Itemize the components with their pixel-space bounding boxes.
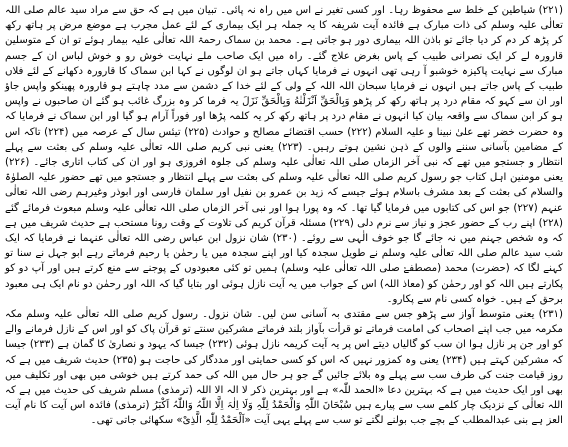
commentary-paragraph-1: (۲۲۱) شیاطین کے خلط سے محفوظ رہا۔ اور کسی تغیر نے اس میں راہ نہ پائی۔ تبیان میں ہے کہ حق سے مراد سید عالم صلی اللہ تعالٰی علیہ وسلم کی ذات مبارک ہے فائدہ آیت شریفہ کا یہ جملہ ہر ایک بیماری کے لئے عمل مجرب ہے موضع مرض پر ہاتھ رکھ کر پڑھ کر دم کر دیا جائے تو باذن اللہ بیماری دور ہو جاتی ہے۔ محمد بن سماک رحمۃ اللہ تعالٰی علیہ بیمار ہوئے تو ان کے متوسلین قارورہ لے کر ایک نصرانی طبیب کے پاس بغرض علاج گئے۔ راہ میں ایک صاحب ملے نہایت خوش رو و خوش لباس ان کے جسم مبارک سے نہایت پاکیزہ خوشبو آ رہی تھی انہوں نے فرمایا کہاں جاتے ہو ان لوگوں نے کہا ابن سماک کا قارورہ دکھانے کے لئے فلاں طبیب کے پاس جاتے ہیں انہوں نے فرمایا سبحان اللہ اللہ کے ولی کے لئے خدا کے دشمن سے مدد چاہتے ہو قارورہ پھینکو واپس جاؤ اور ان سے کہو کہ مقام درد پر ہاتھ رکھ کر پڑھو وَبِالْحَقِّ اَنْزَلْنٰهُ وَبِالْحَقِّ نَزَلَ یہ فرما کر وہ بزرگ غائب ہو گئے ان صاحبوں نے واپس ہو کر ابن سماک سے واقعہ بیان کیا انہوں نے مقام درد پر ہاتھ رکھ کر یہ کلمہ پڑھا اور فوراً آرام ہو گیا اور ابن سماک نے فرمایا کہ وہ حضرت خضر تھے علیٰ نبینا و علیہ السلام (۲۲۲) حسب اقتضائے مصالح و حوادث (۲۲۵) تیئس سال کے عرصہ میں (۲۲۴) تاکہ اس کے مضامین بآسانی سننے والوں کے ذہن نشین ہوتے رہیں۔ (۲۲۳) یعنی نبی کریم صلی اللہ تعالٰی علیہ وسلم کی بعثت سے پہلے انتظار و جستجو میں تھے کہ نبی آخر الزماں صلی اللہ تعالٰی علیہ وسلم کی جلوہ افروزی ہو اور ان کی کتاب اتاری جائے۔ (۲۲۶) یعنی مومنین اہل کتاب جو رسول کریم صلی اللہ تعالٰی علیہ وسلم کی بعثت سے پہلے انتظار و جستجو میں تھے حضور علیہ الصلوٰۃ والسلام کی بعثت کے بعد مشرف باسلام ہوئے جیسے کہ زید بن عمرو بن نفیل اور سلمان فارسی اور ابوذر وغیرہم رضی اللہ تعالٰی عنہم (۲۲۷) جو اس کی کتابوں میں فرمایا گیا تھا۔ کہ وہ پورا ہوا اور نبی آخر الزماں صلی اللہ تعالٰی علیہ وسلم مبعوث فرمائے گئے (۲۲۸) اپنے رب کے حضور عجز و نیاز سے نرم دلی (۲۲۹) مسئلہ قرآن کریم کی تلاوت کے وقت رونا مستحب ہے حدیث شریف میں ہے کہ وہ شخص جہنم میں نہ جائے گا جو خوف الٰہی سے روئے۔ (۲۳۰) شان نزول ابن عباس رضی اللہ تعالٰی عنہما نے فرمایا کہ ایک شب سید عالم صلی اللہ تعالٰی علیہ وسلم نے طویل سجدہ کیا اور اپنے سجدہ میں یا رحمٰن یا رحیم فرماتے رہے ابو جہل نے سنا تو کہنے لگا کہ (حضرت) محمد (مصطفےٰ صلی اللہ تعالٰی علیہ وسلم) ہمیں تو کئی معبودوں کے پوجنے سے منع کرتے ہیں اور آپ دو کو پکارتے ہیں اللہ کو اور رحمٰن کو (معاذ اللہ) اس کے جواب میں یہ آیت نازل ہوئی اور بتایا گیا کہ اللہ اور رحمٰن دو نام ایک ہی معبود برحق کے ہیں۔ خواہ کسی نام سے پکارو۔ [5,5,563,305]
commentary-paragraph-2: (۲۳۱) یعنی متوسط آواز سے پڑھو جس سے مقتدی بہ آسانی سن لیں۔ شان نزول۔ رسول کریم صلی اللہ تعالٰی علیہ وسلم مکہ مکرمہ میں جب اپنے اصحاب کی امامت فرماتے تو قرأت بآواز بلند فرماتے مشرکین سنتے تو قرآن پاک کو اور اس کے نازل فرمانے والے کو اور جن پر نازل ہوا ان سب کو گالیاں دیتے اس پر یہ آیت کریمہ نازل ہوئی (۲۳۲) جیسا کہ یہود و نصاریٰ کا گمان ہے (۲۳۳) جیسا کہ مشرکین کہتے ہیں (۲۳۴) یعنی وہ کمزور نہیں کہ اس کو کسی حمایتی اور مددگار کی حاجت ہو (۲۳۵) حدیث شریف میں ہے کہ روز قیامت جنت کی طرف سب سے پہلے وہ بلائے جائیں گے جو ہر حال میں اللہ کی حمد کرتے ہیں خوشی میں بھی اور تکلیف میں بھی اور ایک حدیث میں ہے کہ بہترین دعا «الحمد للّٰہ» ہے اور بہترین ذکر لا الہ الا اللہ (ترمذی) مسلم شریف کی حدیث میں ہے کہ اللہ تعالٰی کے نزدیک چار کلمے سب سے پیارے ہیں سُبْحَانَ اللّٰہِ وَالْحَمْدُ لِلّٰہِ وَلَا اِلٰہَ اِلَّا اللّٰہُ وَاللّٰہُ اَکْبَرُ (ترمذی) فائدہ اس آیت کا نام آیت العز ہے بنی عبدالمطلب کے بچے جب بولنے لگتے تو سب سے پہلے یہی آیت «اَلْحَمْدُ لِلّٰہِ الَّذِیْ» سکھائی جاتی تھی۔ [5,309,564,427]
